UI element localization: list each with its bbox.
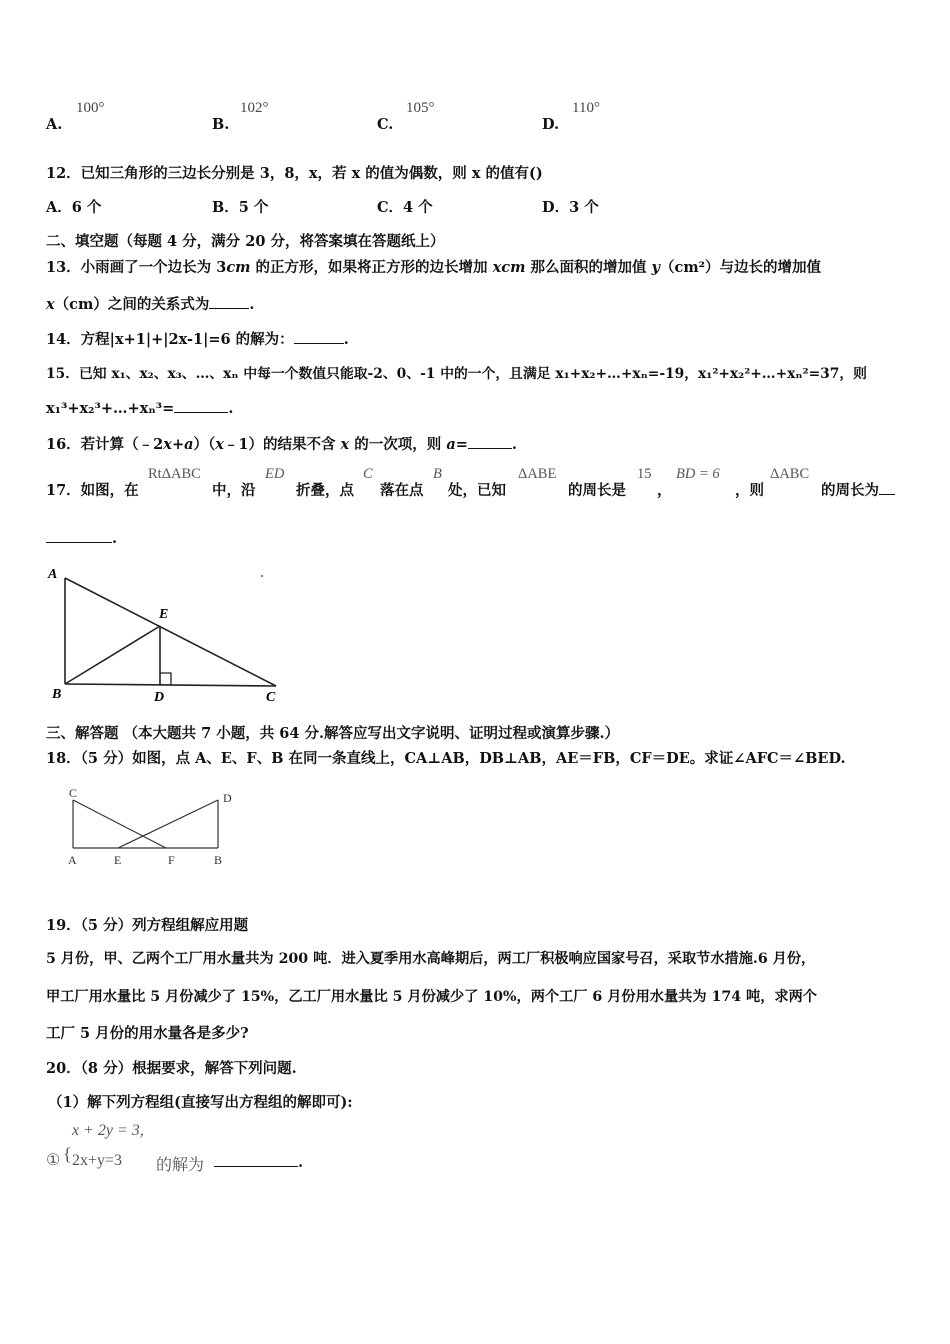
q17-dot (261, 575, 263, 577)
q20-circle-number: ① (46, 1152, 61, 1169)
q20-answer-blank[interactable] (214, 1152, 298, 1167)
q12-option-d: D．3 个 (542, 199, 599, 216)
q18-label-e: E (114, 853, 122, 867)
q17-text-6: 的周长是 (568, 482, 626, 499)
q17-text-4: 落在点 (380, 482, 424, 499)
q16-answer-blank[interactable] (468, 434, 512, 449)
q18-label-a: A (68, 853, 77, 867)
q17-math-7: BD = 6 (676, 466, 720, 482)
q17-answer-blank[interactable] (46, 528, 112, 543)
q17-answer: . (46, 528, 117, 547)
q17-block (0, 460, 950, 560)
q18-label-c: C (69, 786, 78, 800)
q14-line: 14．方程|x+1|+|2x-1|=6 的解为： . (46, 331, 349, 348)
q11-options (0, 0, 950, 140)
q13-line1: 13．小雨画了一个边长为 3cm 的正方形，如果将正方形的边长增加 xcm 那么面积的增加值 y（cm²）与边长的增加值 (46, 259, 822, 276)
q17-segment-be (65, 626, 160, 684)
q18-label-b: B (214, 853, 223, 867)
section3-title: 三、解答题 （本大题共 7 小题，共 64 分.解答应写出文字说明、证明过程或演算步骤.） (46, 725, 620, 742)
q17-text-1: 17．如图，在 (46, 482, 139, 499)
q19-line2: 甲工厂用水量比 5 月份减少了 15%，乙工厂用水量比 5 月份减少了 10%，两个工厂 6 月份用水量共为 174 吨，求两个 (46, 989, 817, 1005)
q17-text-7: ， (657, 482, 672, 499)
q12-options (0, 196, 950, 216)
section2-title: 二、填空题（每题 4 分，满分 20 分，将答案填在答题纸上） (46, 233, 445, 250)
q19-title: 19．（5 分）列方程组解应用题 (46, 917, 249, 934)
q17-math-3: C (363, 466, 373, 482)
q17-text-9: 的周长为 (821, 479, 895, 500)
q11-option-c-value: 105° (406, 100, 435, 116)
q14-answer-blank[interactable] (294, 329, 344, 344)
q20-brace: { (63, 1144, 72, 1164)
q18-segment-cf (73, 800, 166, 848)
q18-stem: 18．（5 分）如图，点 A、E、F、B 在同一条直线上，CA⊥AB，DB⊥AB，AE＝FB，CF＝DE。求证∠AFC＝∠BED. (46, 750, 846, 767)
q18-figure (58, 784, 238, 870)
q17-side-ac (65, 578, 276, 686)
q17-label-d: D (154, 690, 165, 705)
q20-tail-text: 的解为 (156, 1157, 205, 1174)
q16-line: 16．若计算（﹣2x+a）（x﹣1）的结果不含 x 的一次项，则 a= . (46, 436, 517, 453)
q17-text-8: ，则 (735, 482, 764, 499)
q12-option-c: C．4 个 (377, 199, 433, 216)
q20-answer: . (214, 1152, 303, 1171)
q17-math-1: RtΔABC (148, 466, 201, 482)
q17-label-c: C (266, 690, 276, 705)
q11-option-d-label: D. (542, 116, 560, 133)
q13-line2: x（cm）之间的关系式为 . (46, 296, 255, 313)
q17-math-2: ED (265, 466, 285, 482)
q13-answer-blank[interactable] (209, 294, 249, 309)
q12-option-b: B．5 个 (212, 199, 269, 216)
q11-option-a-value: 100° (76, 100, 105, 116)
q12-stem: 12．已知三角形的三边长分别是 3，8，x，若 x 的值为偶数，则 x 的值有() (46, 165, 543, 182)
q20-equation-2: 2x+y=3 (72, 1152, 123, 1169)
q15-line2: x₁³+x₂³+…+xₙ³= . (46, 400, 234, 417)
q20-title: 20．（8 分）根据要求，解答下列问题. (46, 1060, 297, 1077)
q11-option-b-value: 102° (240, 100, 269, 116)
q18-label-f: F (168, 853, 175, 867)
q17-math-6: 15 (637, 466, 652, 482)
q17-label-e: E (159, 607, 169, 622)
q20-sub1: （1）解下列方程组(直接写出方程组的解即可): (48, 1094, 353, 1111)
q15-line1: 15．已知 x₁、x₂、x₃、…、xₙ 中每一个数值只能取-2、0、-1 中的一个，且满足 x₁+x₂+…+xₙ=-19，x₁²+x₂²+…+xₙ²=37，则 (46, 366, 867, 382)
q17-text-5: 处，已知 (448, 482, 506, 499)
q17-math-4: B (433, 466, 442, 482)
q20-equation-1: x + 2y = 3, (72, 1122, 144, 1139)
q17-text-3: 折叠，点 (296, 482, 354, 499)
q17-label-b: B (52, 687, 62, 702)
q19-line1: 5 月份，甲、乙两个工厂用水量共为 200 吨．进入夏季用水高峰期后，两工厂积极响应国家号召，采取节水措施.6 月份， (46, 951, 816, 967)
q15-answer-blank[interactable] (174, 398, 228, 413)
q17-figure (40, 560, 290, 710)
q11-option-a-label: A. (46, 116, 63, 133)
q12-option-a: A．6 个 (46, 199, 102, 216)
q19-line3: 工厂 5 月份的用水量各是多少? (46, 1025, 249, 1042)
q17-text-2: 中，沿 (212, 482, 256, 499)
q17-right-angle-mark (160, 673, 171, 685)
q11-option-d-value: 110° (572, 100, 600, 116)
q18-segment-de (118, 800, 218, 848)
q20-equation-system (0, 1118, 950, 1178)
q17-math-8: ΔABC (770, 466, 810, 482)
q11-option-b-label: B. (212, 116, 230, 133)
q11-option-c-label: C. (377, 116, 394, 133)
q18-label-d: D (223, 791, 232, 805)
q17-math-5: ΔABE (518, 466, 557, 482)
q17-label-a: A (48, 567, 58, 582)
